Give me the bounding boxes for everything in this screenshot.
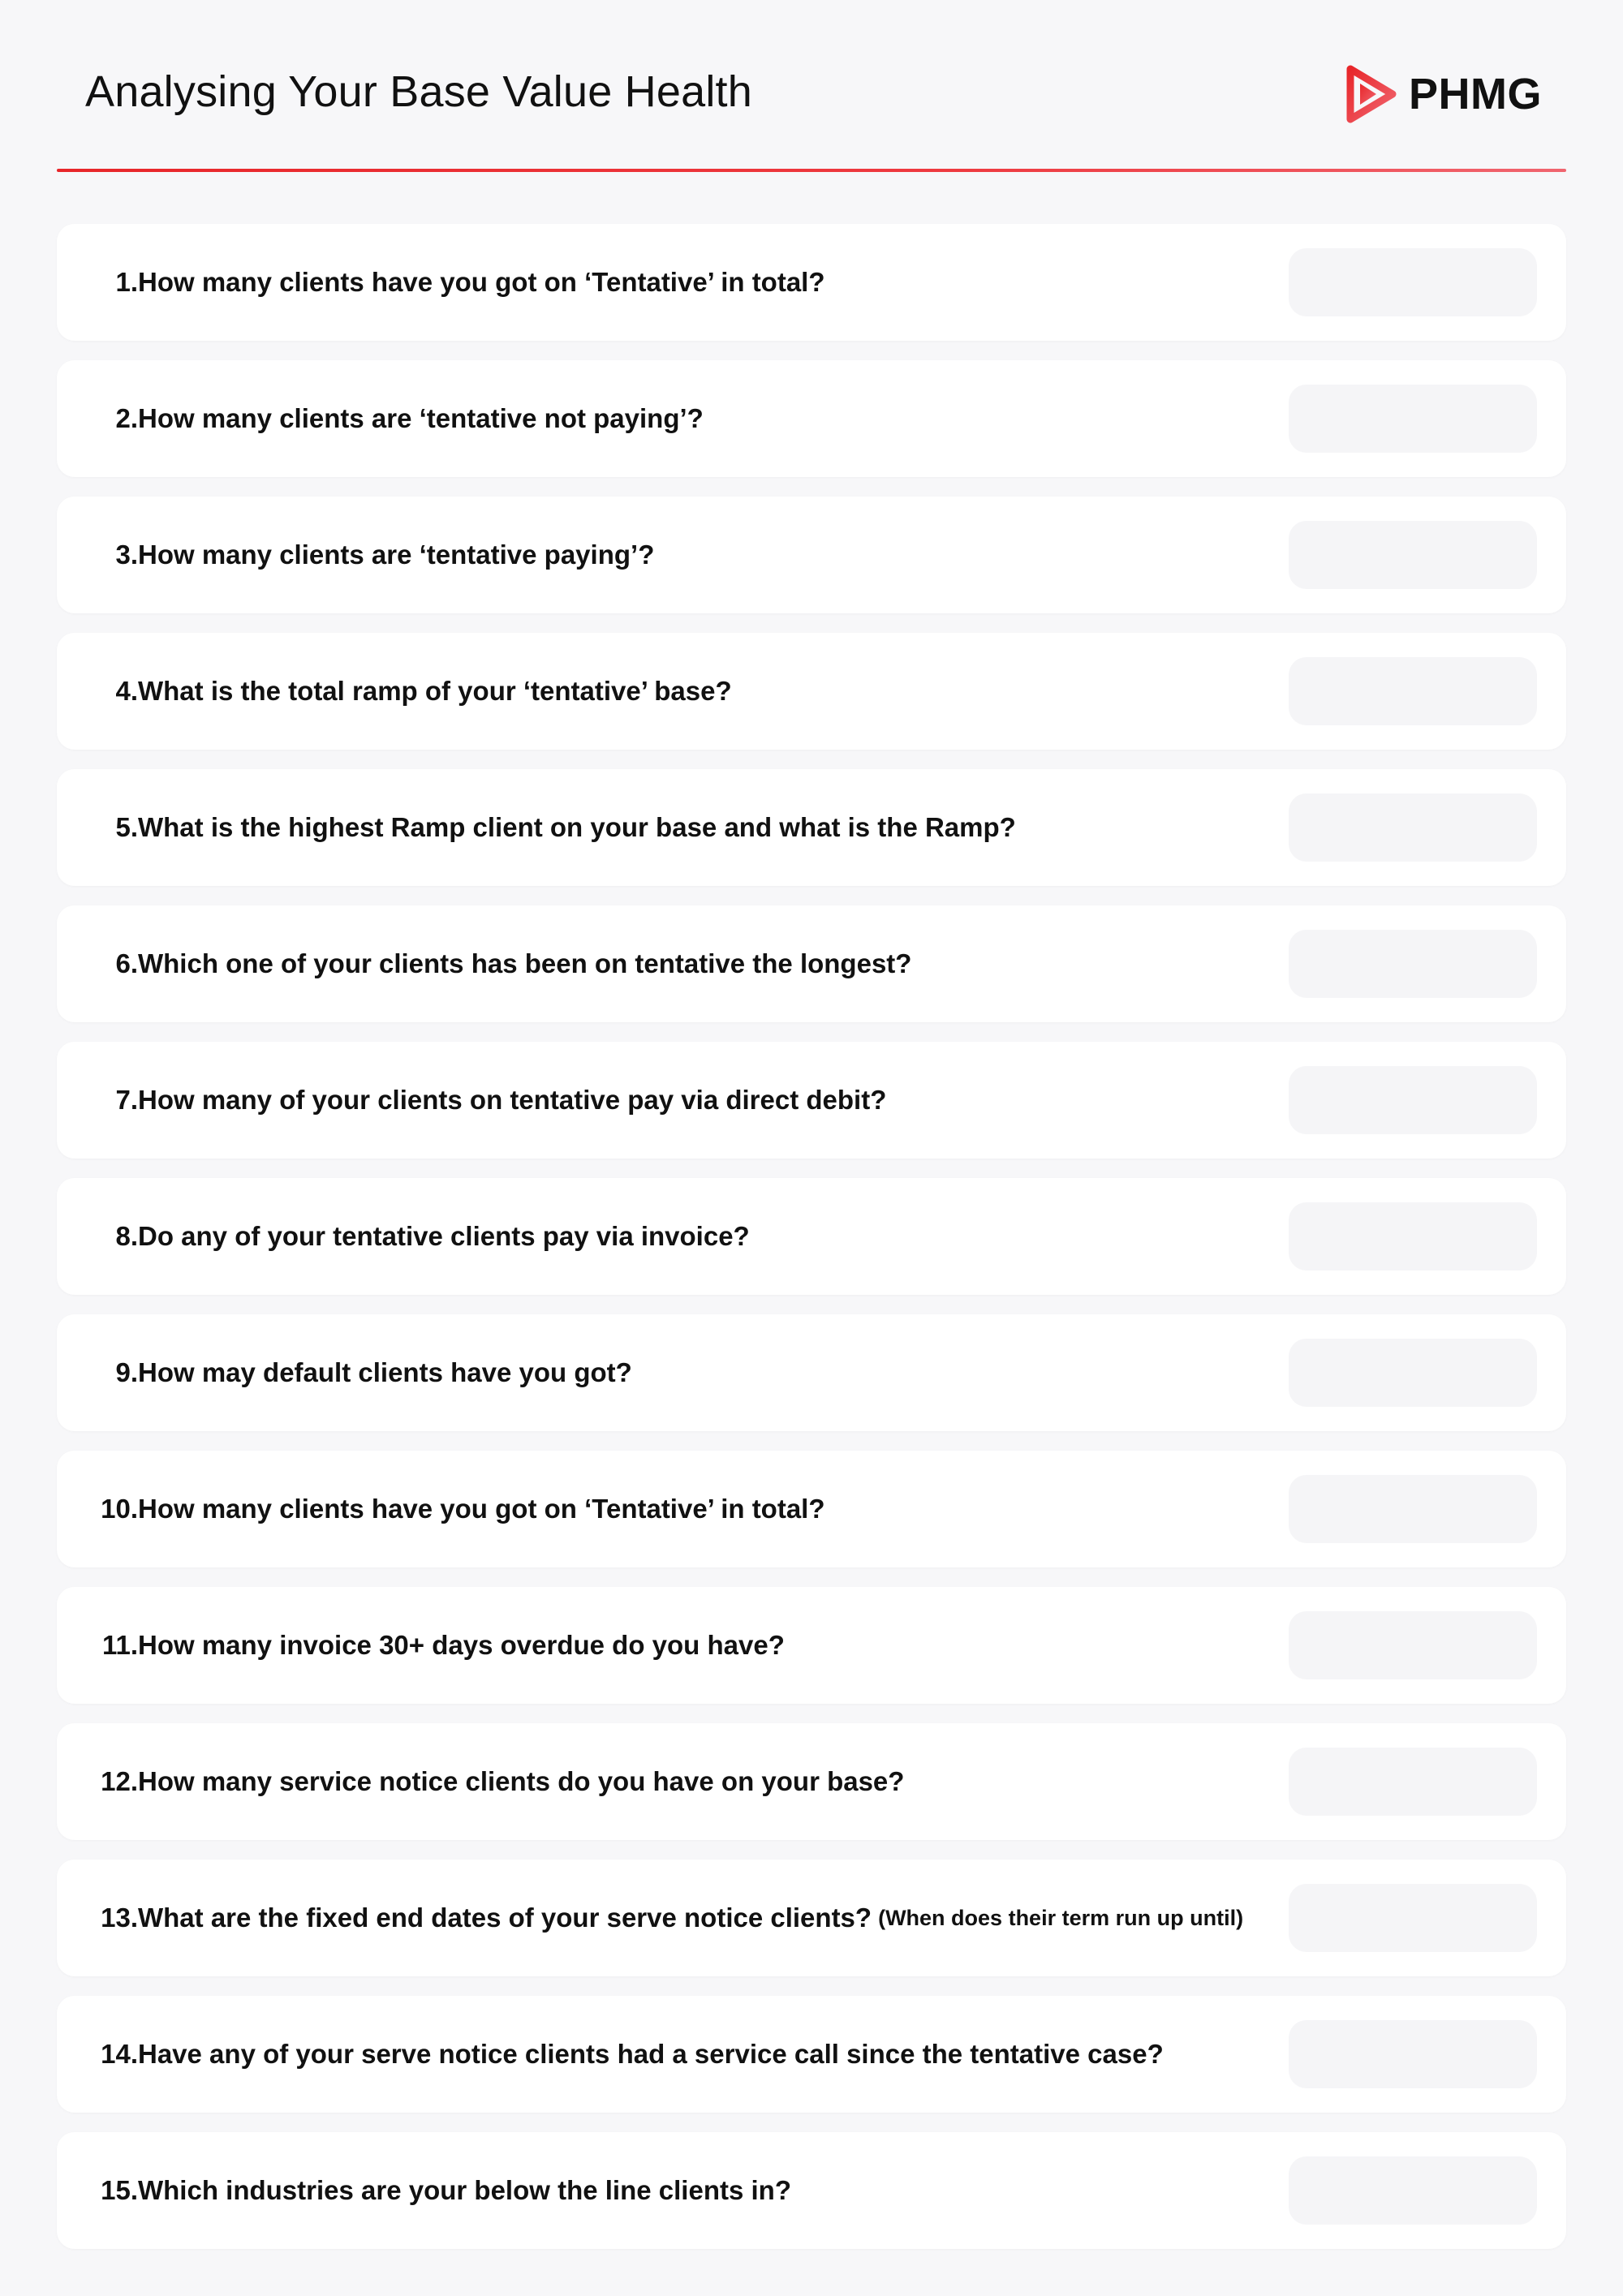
question-text: Do any of your tentative clients pay via invoice?: [138, 1221, 750, 1251]
question-card-11: [57, 1587, 1566, 1704]
question-card-7: [57, 1042, 1566, 1159]
question-card-14: [57, 1996, 1566, 2113]
header-divider: [57, 169, 1566, 172]
question-number: 11.: [101, 1630, 138, 1660]
question-text: How many clients are ‘tentative paying’?: [138, 540, 655, 570]
question-card-8: [57, 1178, 1566, 1295]
question-text: How many invoice 30+ days overdue do you have?: [138, 1630, 785, 1660]
question-card-1: [57, 224, 1566, 341]
answer-input[interactable]: [1289, 1202, 1537, 1271]
answer-input[interactable]: [1289, 1611, 1537, 1679]
answer-input[interactable]: [1289, 1066, 1537, 1134]
answer-input[interactable]: [1289, 521, 1537, 589]
question-text: How many of your clients on tentative pay via direct debit?: [138, 1085, 887, 1115]
answer-input[interactable]: [1289, 793, 1537, 862]
question-text: Which one of your clients has been on tentative the longest?: [138, 948, 912, 978]
question-card-5: [57, 769, 1566, 886]
answer-input[interactable]: [1289, 930, 1537, 998]
question-text-with-note: [138, 1860, 1243, 1976]
question-number: 12.: [101, 1766, 138, 1796]
question-card-9: [57, 1314, 1566, 1431]
question-number: 7.: [115, 1085, 138, 1115]
answer-input[interactable]: [1289, 1475, 1537, 1543]
question-number: 5.: [115, 812, 138, 842]
question-text: How many clients have you got on ‘Tentative’ in total?: [138, 1494, 825, 1524]
question-text: How may default clients have you got?: [138, 1357, 632, 1387]
question-number: 15.: [101, 2175, 138, 2205]
answer-input[interactable]: [1289, 385, 1537, 453]
question-number: 10.: [101, 1494, 138, 1524]
question-card-6: [57, 905, 1566, 1022]
question-list: [57, 224, 1566, 2268]
answer-input[interactable]: [1289, 1748, 1537, 1816]
question-number: 13.: [101, 1903, 138, 1933]
question-card-3: [57, 497, 1566, 613]
question-number: 14.: [101, 2039, 138, 2069]
question-number: 3.: [115, 540, 138, 570]
question-text: What is the total ramp of your ‘tentative’ base?: [138, 676, 732, 706]
question-number: 2.: [115, 403, 138, 433]
question-card-13: [57, 1860, 1566, 1976]
logo-wordmark: PHMG: [1409, 70, 1542, 118]
question-number: 1.: [115, 267, 138, 297]
answer-input[interactable]: [1289, 657, 1537, 725]
answer-input[interactable]: [1289, 2156, 1537, 2225]
page-header: [57, 32, 1566, 138]
page-title: Analysing Your Base Value Health: [85, 67, 752, 116]
question-card-12: [57, 1723, 1566, 1840]
question-note: (When does their term run up until): [878, 1905, 1244, 1930]
question-card-10: [57, 1451, 1566, 1567]
question-number: 4.: [115, 676, 138, 706]
answer-input[interactable]: [1289, 2020, 1537, 2088]
question-number: 9.: [115, 1357, 138, 1387]
question-card-4: [57, 633, 1566, 750]
question-card-2: [57, 360, 1566, 477]
question-text: Have any of your serve notice clients had a service call since the tentative case?: [138, 2039, 1164, 2069]
question-text: How many clients have you got on ‘Tentative’ in total?: [138, 267, 825, 297]
answer-input[interactable]: [1289, 1884, 1537, 1952]
question-text: Which industries are your below the line clients in?: [138, 2175, 791, 2205]
answer-input[interactable]: [1289, 248, 1537, 316]
question-text: What is the highest Ramp client on your base and what is the Ramp?: [138, 812, 1016, 842]
play-triangle-icon: [1345, 64, 1397, 124]
question-text: How many service notice clients do you have on your base?: [138, 1766, 905, 1796]
brand-logo: [1345, 62, 1542, 127]
answer-input[interactable]: [1289, 1339, 1537, 1407]
question-text: What are the fixed end dates of your serve notice clients?: [138, 1903, 872, 1933]
question-card-15: [57, 2132, 1566, 2249]
question-number: 6.: [115, 948, 138, 978]
question-text: How many clients are ‘tentative not paying’?: [138, 403, 704, 433]
question-number: 8.: [115, 1221, 138, 1251]
